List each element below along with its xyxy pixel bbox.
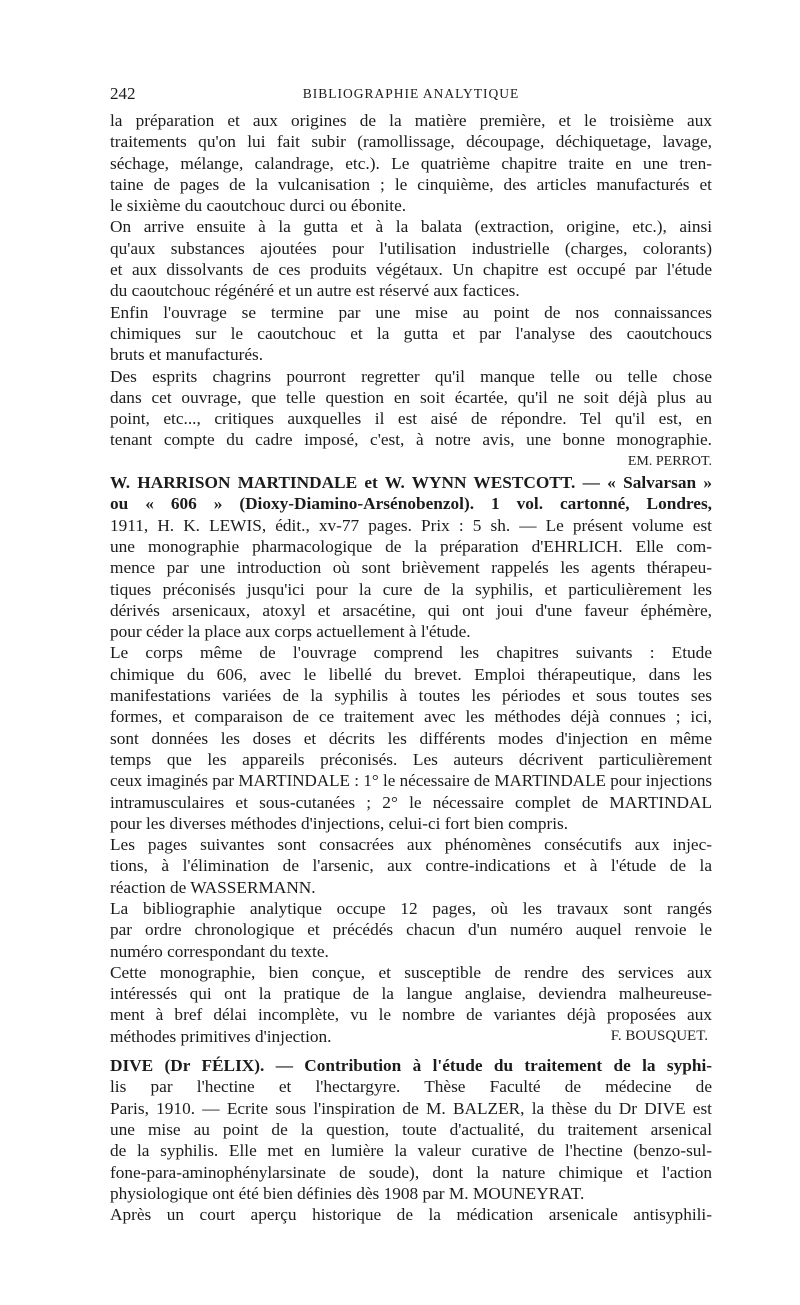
text-line: la préparation et aux origines de la matière première, et le troisième aux — [110, 111, 712, 130]
text-line: mence par une introduction où sont brièvement rappelés les agents thérapeu- — [110, 558, 712, 578]
text-line: Enfin l'ouvrage se termine par une mise au point de nos connaissances — [110, 302, 712, 322]
section-gap — [110, 1047, 712, 1055]
text-line: temps que les appareils préconisés. Les auteurs décrivent particulièrement — [110, 749, 712, 769]
text-line: dérivés arsenicaux, atoxyl et arsacétine, qui ont joui d'une faveur éphémère, — [110, 600, 712, 620]
text-line: le sixième du caoutchouc durci ou ébonite. — [110, 196, 407, 216]
review-signature: F. BOUSQUET. — [610, 1027, 708, 1044]
text-line: taine de pages de la vulcanisation ; le cinquième, des articles manufacturés et — [110, 174, 712, 194]
text-line: séchage, mélange, calandrage, etc.). Le quatrième chapitre traite en une tren- — [110, 153, 712, 173]
text-line: Paris, 1910. — Ecrite sous l'inspiration de M. BALZER, la thèse du Dr DIVE est — [110, 1098, 712, 1118]
text-line: sont données les doses et décrits les différents modes d'injection en même — [110, 728, 712, 748]
text-line: La bibliographie analytique occupe 12 pages, où les travaux sont rangés — [110, 898, 712, 918]
review-heading-line: lis par l'hectine et l'hectargyre. Thèse Faculté de médecine de — [110, 1077, 712, 1097]
document-page — [110, 84, 712, 1225]
text-line: de la syphilis. Elle met en lumière la valeur curative de l'hectine (benzo-sul- — [110, 1141, 712, 1161]
text-line: physiologique ont été bien définies dès 1908 par M. MOUNEYRAT. — [110, 1183, 585, 1203]
text-line: et aux dissolvants de ces produits végétaux. Un chapitre est occupé par l'étude — [110, 260, 712, 280]
text-line: chimiques sur le caoutchouc et la gutta et par l'analyse des caoutchoucs — [110, 323, 712, 343]
review-heading-line: ou « 606 » (Dioxy-Diamino-Arsénobenzol). 1 vol. cartonné, Londres, — [110, 494, 712, 514]
running-title: BIBLIOGRAPHIE ANALYTIQUE — [302, 86, 520, 101]
text-line: intéressés qui ont la pratique de la langue anglaise, deviendra malheureuse- — [110, 984, 712, 1004]
review-heading-line: DIVE (Dr FÉLIX). — Contribution à l'étude du traitement de la syphi- — [110, 1056, 712, 1076]
text-line: Le corps même de l'ouvrage comprend les chapitres suivants : Etude — [110, 643, 712, 663]
review-signature: EM. PERROT. — [627, 453, 712, 469]
text-line: Après un court aperçu historique de la médication arsenicale antisyphili- — [110, 1205, 712, 1225]
text-line: Des esprits chagrins pourront regretter qu'il manque telle ou telle chose — [110, 366, 712, 386]
text-line: traitements qu'on lui fait subir (ramollissage, découpage, déchiquetage, lavage, — [110, 132, 712, 152]
text-line: pour les diverses méthodes d'injections, celui-ci fort bien compris. — [110, 813, 569, 833]
text-line: formes, et comparaison de ce traitement avec les méthodes déjà connues ; ici, — [110, 707, 712, 727]
text-line: une mise au point de la question, toute d'actualité, du traitement arsenical — [110, 1119, 712, 1139]
text-line: une monographie pharmacologique de la préparation d'EHRLICH. Elle com- — [110, 536, 712, 556]
text-line-with-signature — [110, 1026, 712, 1047]
text-line: tions, à l'élimination de l'arsenic, aux contre-indications et à l'étude de la — [110, 856, 712, 876]
review-salvarsan — [110, 472, 712, 1047]
review-heading-line: W. HARRISON MARTINDALE et W. WYNN WESTCOTT. — « Salvarsan » — [110, 473, 712, 493]
text-line: Les pages suivantes sont consacrées aux phénomènes consécutifs aux injec- — [110, 835, 712, 855]
text-line: méthodes primitives d'injection. — [110, 1026, 332, 1046]
text-line: par ordre chronologique et précédés chacun d'un numéro auquel renvoie le — [110, 920, 712, 940]
text-line: Cette monographie, bien conçue, et susceptible de rendre des services aux — [110, 962, 712, 982]
text-line: point, etc..., critiques auxquelles il est aisé de répondre. Tel qu'il est, en — [110, 409, 712, 429]
text-line: fone-para-aminophénylarsinate de soude), dont la nature chimique et l'action — [110, 1162, 712, 1182]
page-header — [110, 84, 712, 110]
text-line: bruts et manufacturés. — [110, 345, 264, 365]
text-line: numéro correspondant du texte. — [110, 941, 329, 961]
text-line: tiques préconisés jusqu'ici pour la cure de la syphilis, et particulièrement les — [110, 579, 712, 599]
text-line: ceux imaginés par MARTINDALE : 1° le nécessaire de MARTINDALE pour injections — [110, 771, 712, 791]
text-line: 1911, H. K. LEWIS, édit., xv-77 pages. Prix : 5 sh. — Le présent volume est — [110, 515, 712, 535]
text-line: ment à bref délai incomplète, vu le nombre de variantes déjà proposées aux — [110, 1005, 712, 1025]
text-line: du caoutchouc régénéré et un autre est réservé aux factices. — [110, 281, 520, 301]
text-line: dans cet ouvrage, que telle question en soit écartée, qu'il ne soit déjà plus au — [110, 387, 712, 407]
text-line: manifestations variées de la syphilis à toutes les périodes et sous toutes ses — [110, 686, 712, 706]
text-line: On arrive ensuite à la gutta et à la balata (extraction, origine, etc.), ainsi — [110, 217, 712, 237]
text-line: qu'aux substances ajoutées pour l'utilisation industrielle (charges, colorants) — [110, 238, 712, 258]
text-line: pour céder la place aux corps actuellement à l'étude. — [110, 622, 471, 642]
text-line: réaction de WASSERMANN. — [110, 877, 316, 897]
page-number: 242 — [110, 84, 136, 103]
text-line: tenant compte du cadre imposé, c'est, à notre avis, une bonne monographie. — [110, 430, 712, 450]
text-line: chimique du 606, avec le libellé du brevet. Emploi thérapeutique, dans les — [110, 664, 712, 684]
review-rubber-book — [110, 110, 712, 472]
text-line: intramusculaires et sous-cutanées ; 2° le nécessaire complet de MARTINDAL — [110, 792, 712, 812]
review-dive-thesis — [110, 1055, 712, 1225]
